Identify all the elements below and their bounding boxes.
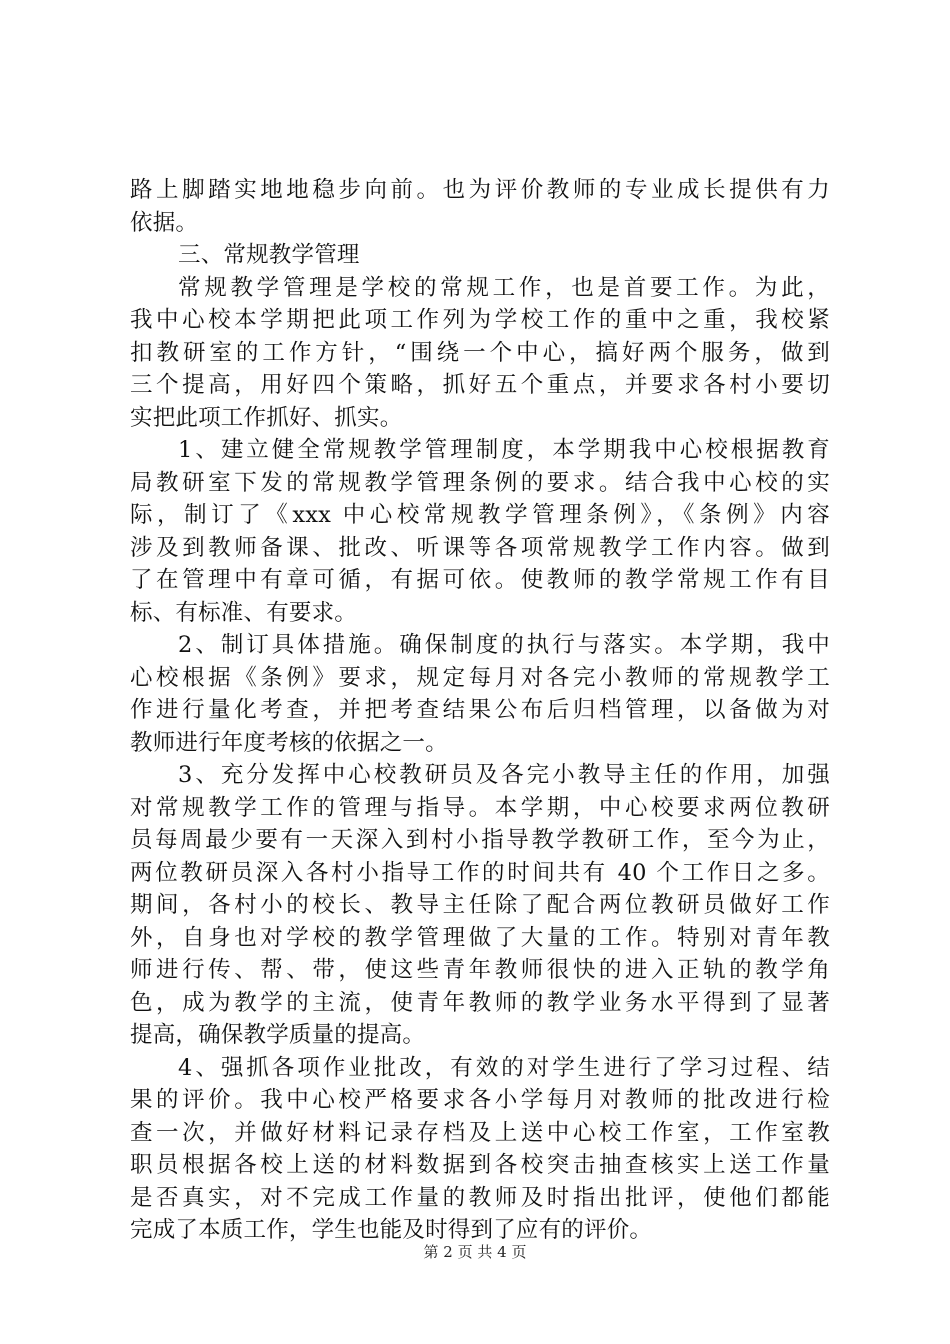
text-line: 2、制订具体措施。确保制度的执行与落实。本学期，我中	[178, 632, 830, 658]
text-line: 果的评价。我中心校严格要求各小学每月对教师的批改进行检	[130, 1087, 830, 1113]
text-line: 外，自身也对学校的教学管理做了大量的工作。特别对青年教	[130, 924, 830, 951]
text-line: 3、充分发挥中心校教研员及各完小教导主任的作用，加强	[178, 762, 830, 788]
text-line: 教师进行年度考核的依据之一。	[130, 729, 448, 756]
text-line: 三个提高，用好四个策略，抓好五个重点，并要求各村小要切	[130, 372, 830, 398]
section-heading: 三、常规教学管理	[178, 242, 360, 268]
text-line: 职员根据各校上送的材料数据到各校突击抽查核实上送工作量	[130, 1152, 830, 1178]
text-line: 扣教研室的工作方针，“围绕一个中心，搞好两个服务，做到	[130, 339, 830, 366]
text-line: 完成了本质工作，学生也能及时得到了应有的评价。	[130, 1217, 653, 1243]
text-line: 依据。	[130, 209, 199, 236]
text-line: 涉及到教师备课、批改、听课等各项常规教学工作内容。做到	[130, 534, 830, 561]
text-line: 实把此项工作抓好、抓实。	[130, 404, 403, 431]
document-body	[130, 174, 830, 1247]
text-line: 师进行传、帮、带，使这些青年教师很快的进入正轨的教学角	[130, 957, 830, 983]
text-line: 作进行量化考查，并把考查结果公布后归档管理，以备做为对	[130, 697, 830, 723]
text-line: 1、建立健全常规教学管理制度，本学期我中心校根据教育	[178, 437, 830, 463]
text-line: 际，制订了《xxx 中心校常规教学管理条例》，《条例》内容	[130, 502, 830, 528]
text-line: 心校根据《条例》要求，规定每月对各完小教师的常规教学工	[130, 664, 830, 691]
text-line: 常规教学管理是学校的常规工作，也是首要工作。为此，	[178, 274, 830, 301]
text-line: 标、有标准、有要求。	[130, 599, 358, 626]
text-line: 4、强抓各项作业批改，有效的对学生进行了学习过程、结	[178, 1054, 830, 1081]
text-line: 色，成为教学的主流，使青年教师的教学业务水平得到了显著	[130, 989, 830, 1016]
text-line: 路上脚踏实地地稳步向前。也为评价教师的专业成长提供有力	[130, 177, 830, 203]
text-line: 期间，各村小的校长、教导主任除了配合两位教研员做好工作	[130, 892, 830, 918]
text-line: 局教研室下发的常规教学管理条例的要求。结合我中心校的实	[130, 469, 830, 496]
page-footer: 第 2 页 共 4 页	[423, 1243, 527, 1261]
text-line: 两位教研员深入各村小指导工作的时间共有 40 个工作日之多。	[130, 859, 830, 886]
text-line: 了在管理中有章可循，有据可依。使教师的教学常规工作有目	[130, 567, 830, 593]
text-line: 我中心校本学期把此项工作列为学校工作的重中之重，我校紧	[130, 307, 830, 333]
text-line: 对常规教学工作的管理与指导。本学期，中心校要求两位教研	[130, 794, 830, 821]
text-line: 员每周最少要有一天深入到村小指导教学教研工作，至今为止，	[130, 827, 830, 853]
text-line: 提高，确保教学质量的提高。	[130, 1022, 426, 1048]
text-line: 是否真实，对不完成工作量的教师及时指出批评，使他们都能	[130, 1184, 830, 1211]
text-line: 查一次，并做好材料记录存档及上送中心校工作室，工作室教	[130, 1119, 830, 1146]
